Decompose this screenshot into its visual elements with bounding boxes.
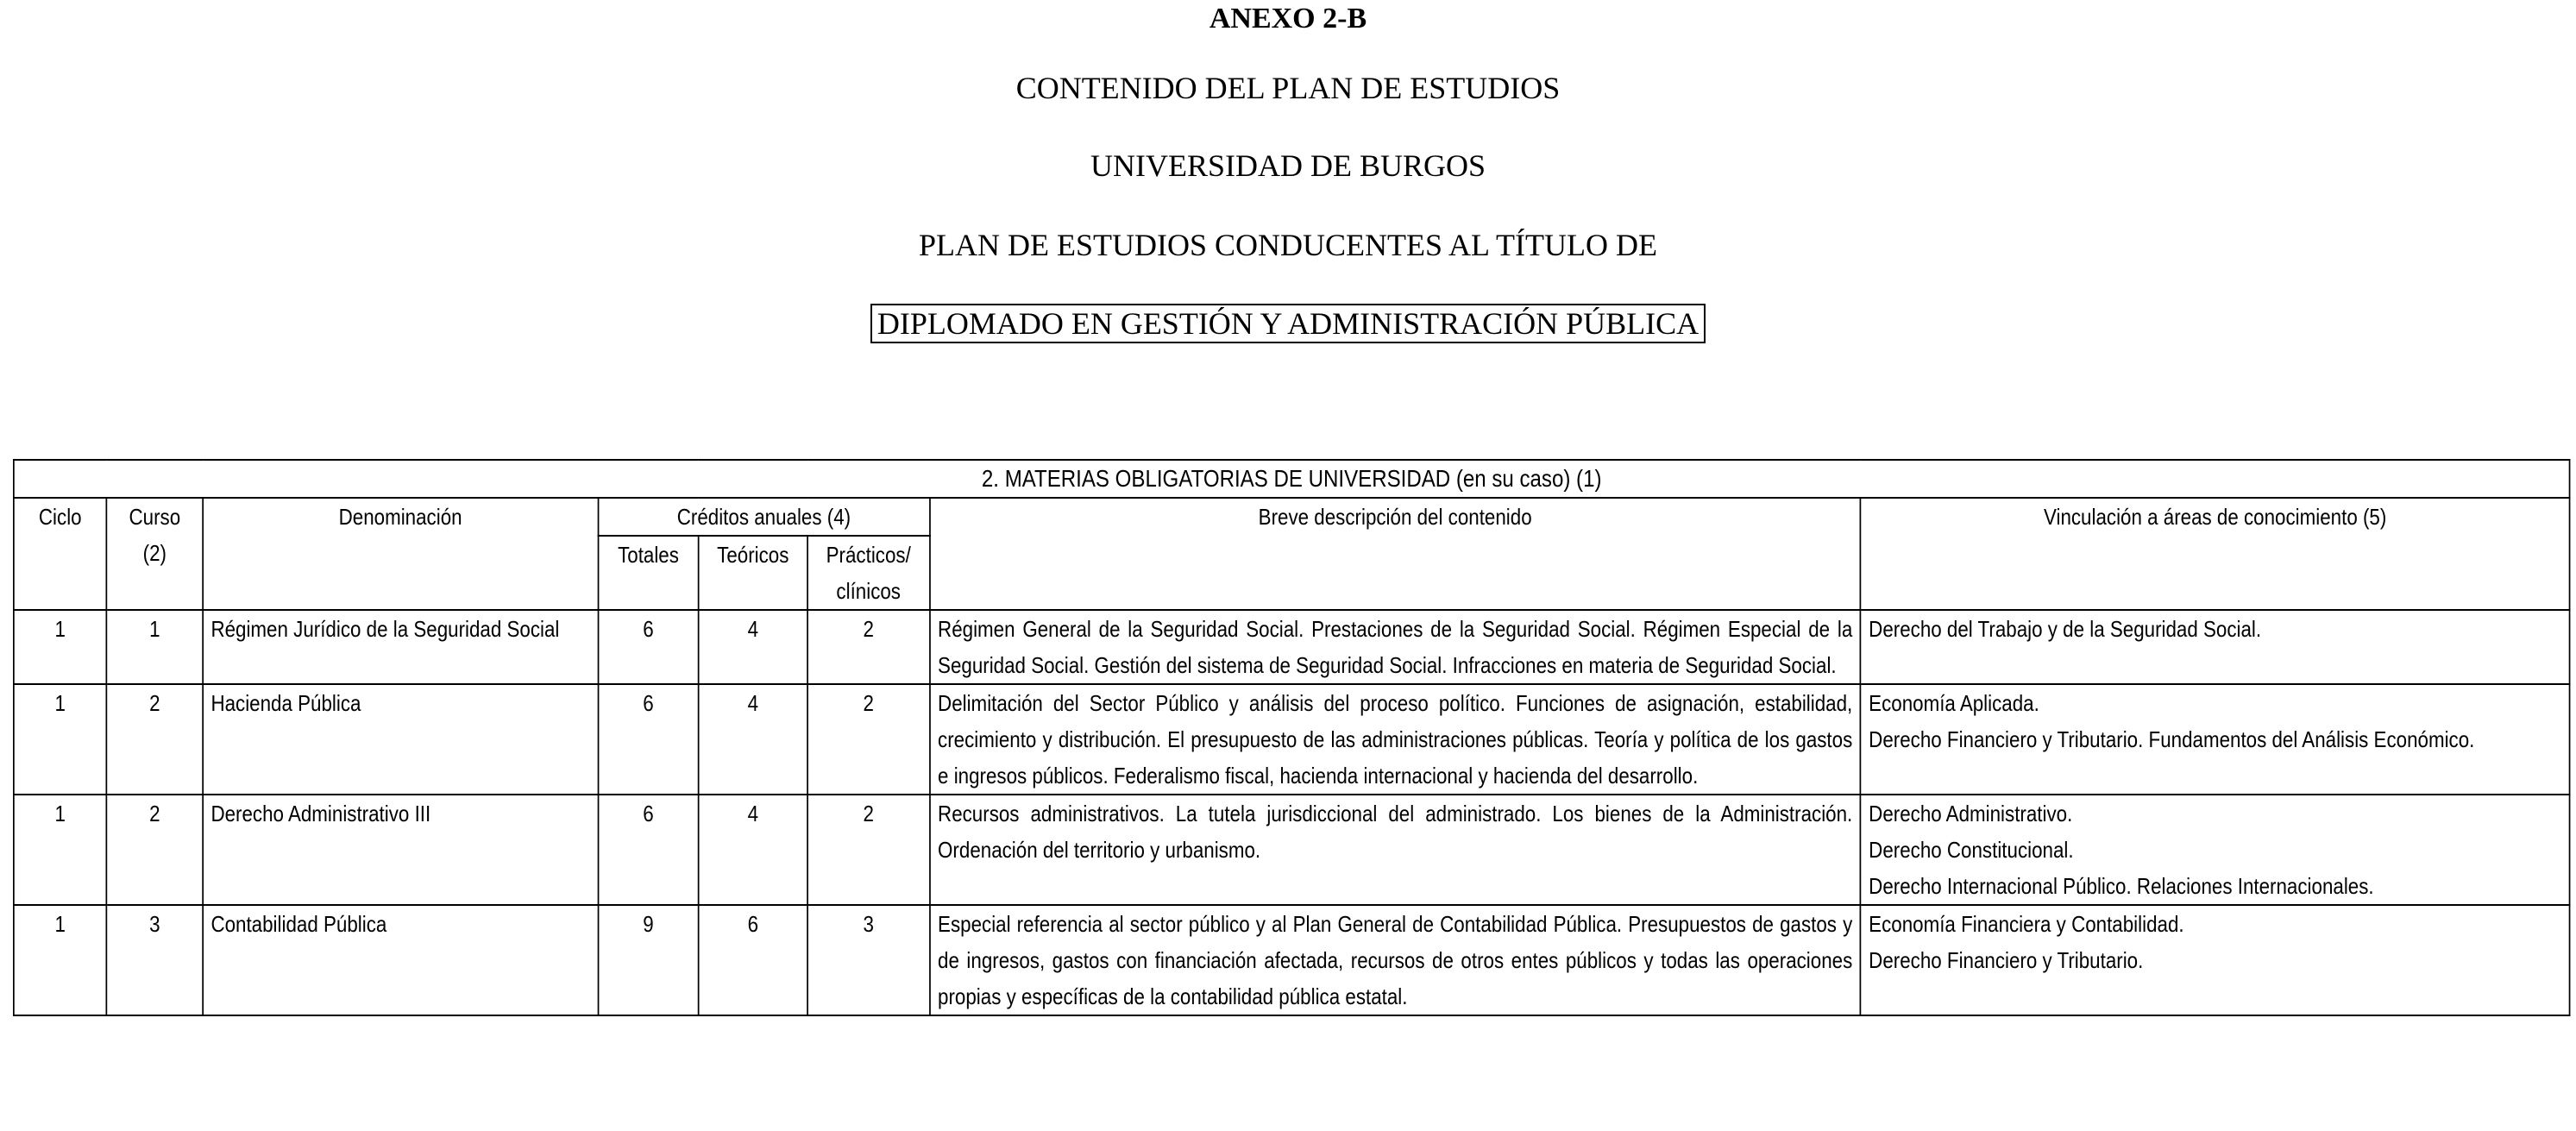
cell-areas (1861, 905, 2570, 1015)
col-header-practicos (807, 536, 930, 610)
section-title: 2. MATERIAS OBLIGATORIAS DE UNIVERSIDAD (en su caso) (1) (14, 460, 2570, 498)
cell-descripcion: Delimitación del Sector Público y análisis del proceso político. Funciones de asignación, estabilidad, crecimiento y distribución. El presupuesto de las administraciones públicas. Teoría y política de los gastos e ingresos públicos. Federalismo fiscal, hacienda internacional y hacienda del desarrollo. (930, 684, 1861, 795)
area-item: Derecho Financiero y Tributario. (1869, 947, 2144, 973)
cell-teoricos: 6 (699, 905, 807, 1015)
col-header-curso-line2: (2) (142, 540, 166, 566)
cell-teoricos: 4 (699, 795, 807, 905)
annex-heading: ANEXO 2-B (1209, 3, 1367, 35)
area-item: Economía Financiera y Contabilidad. (1869, 911, 2184, 937)
document-title: CONTENIDO DEL PLAN DE ESTUDIOS (1015, 71, 1561, 105)
cell-ciclo: 1 (14, 795, 107, 905)
cell-ciclo: 1 (14, 905, 107, 1015)
cell-denominacion: Contabilidad Pública (203, 905, 598, 1015)
cell-practicos: 3 (807, 905, 930, 1015)
materias-rows (14, 610, 2570, 1015)
area-item: Derecho Constitucional. (1869, 837, 2074, 863)
col-header-denominacion: Denominación (203, 498, 598, 610)
cell-totales: 6 (598, 610, 699, 684)
column-header-row (14, 498, 2570, 536)
area-item: Derecho Financiero y Tributario. Fundamentos del Análisis Económico. (1869, 726, 2475, 752)
col-header-vinculacion: Vinculación a áreas de conocimiento (5) (1861, 498, 2570, 610)
cell-areas (1861, 610, 2570, 684)
table-row (14, 610, 2570, 684)
col-header-teoricos: Teóricos (699, 536, 807, 610)
col-header-creditos: Créditos anuales (4) (598, 498, 929, 536)
cell-curso: 2 (107, 684, 203, 795)
col-header-curso-line1: Curso (129, 504, 181, 530)
cell-practicos: 2 (807, 684, 930, 795)
degree-title: DIPLOMADO EN GESTIÓN Y ADMINISTRACIÓN PÚBLICA (870, 304, 1706, 343)
university-name: UNIVERSIDAD DE BURGOS (1090, 148, 1486, 183)
table-row (14, 684, 2570, 795)
cell-denominacion: Hacienda Pública (203, 684, 598, 795)
cell-curso: 2 (107, 795, 203, 905)
cell-curso: 3 (107, 905, 203, 1015)
cell-descripcion: Recursos administrativos. La tutela jurisdiccional del administrado. Los bienes de la Administración. Ordenación del territorio y urbanismo. (930, 795, 1861, 905)
col-header-ciclo: Ciclo (14, 498, 107, 610)
col-header-descripcion: Breve descripción del contenido (930, 498, 1861, 610)
cell-areas (1861, 795, 2570, 905)
cell-curso: 1 (107, 610, 203, 684)
cell-teoricos: 4 (699, 610, 807, 684)
area-item: Derecho Administrativo. (1869, 801, 2073, 826)
cell-totales: 6 (598, 795, 699, 905)
col-header-practicos-line2: clínicos (836, 578, 901, 604)
degree-title-wrapper (0, 304, 2576, 343)
cell-practicos: 2 (807, 795, 930, 905)
plan-heading: PLAN DE ESTUDIOS CONDUCENTES AL TÍTULO DE (919, 228, 1657, 262)
table-row (14, 795, 2570, 905)
cell-areas (1861, 684, 2570, 795)
cell-teoricos: 4 (699, 684, 807, 795)
materias-table (13, 459, 2570, 1016)
area-item: Derecho del Trabajo y de la Seguridad Social. (1869, 616, 2262, 642)
col-header-curso (107, 498, 203, 610)
cell-denominacion: Régimen Jurídico de la Seguridad Social (203, 610, 598, 684)
area-item: Economía Aplicada. (1869, 690, 2039, 716)
cell-practicos: 2 (807, 610, 930, 684)
table-row (14, 905, 2570, 1015)
col-header-practicos-line1: Prácticos/ (826, 542, 911, 568)
section-title-row (14, 460, 2570, 498)
cell-totales: 6 (598, 684, 699, 795)
cell-ciclo: 1 (14, 610, 107, 684)
cell-descripcion: Régimen General de la Seguridad Social. Prestaciones de la Seguridad Social. Régimen Especial de la Seguridad Social. Gestión del sistema de Seguridad Social. Infracciones en materia de Seguridad Social. (930, 610, 1861, 684)
col-header-totales: Totales (598, 536, 699, 610)
cell-ciclo: 1 (14, 684, 107, 795)
area-item: Derecho Internacional Público. Relaciones Internacionales. (1869, 873, 2374, 899)
cell-totales: 9 (598, 905, 699, 1015)
cell-denominacion: Derecho Administrativo III (203, 795, 598, 905)
cell-descripcion: Especial referencia al sector público y al Plan General de Contabilidad Pública. Presupuestos de gastos y de ingresos, gastos con financiación afectada, recursos de otros entes públicos y todas las operaciones propias y específicas de la contabilidad pública estatal. (930, 905, 1861, 1015)
